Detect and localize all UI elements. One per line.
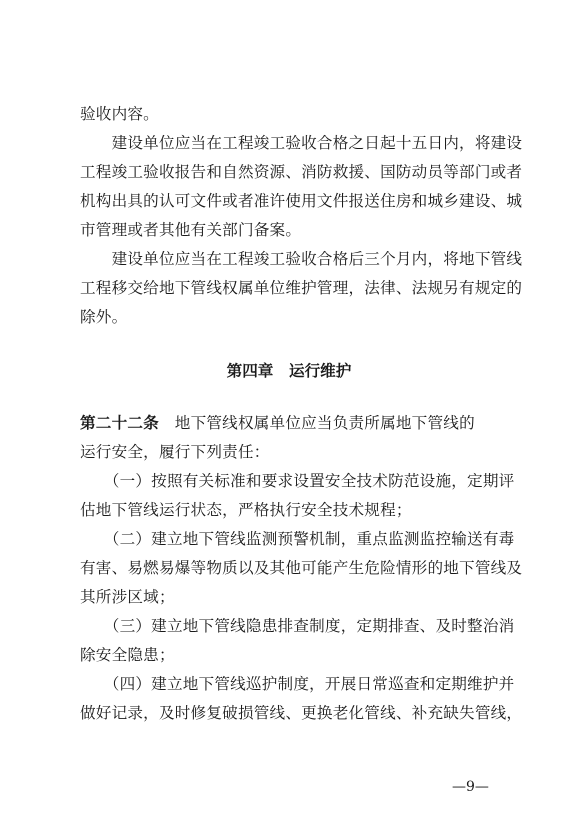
text-line: （三）建立地下管线隐患排查制度，定期排查、及时整治消	[80, 617, 515, 635]
text-line: 其所涉区域；	[80, 588, 175, 606]
text-line: 运行安全，履行下列责任：	[80, 443, 270, 461]
page-number: —9—	[452, 779, 489, 795]
text-line: （一）按照有关标准和要求设置安全技术防范设施，定期评	[80, 472, 515, 490]
text-line: 除安全隐患；	[80, 646, 175, 664]
chapter-heading: 第四章 运行维护	[226, 362, 352, 380]
article-first-line-text: 地下管线权属单位应当负责所属地下管线的	[158, 414, 475, 432]
text-line: 有害、易燃易爆等物质以及其他可能产生危险情形的地下管线及	[80, 559, 523, 577]
text-line: 建设单位应当在工程竣工验收合格之日起十五日内，将建设	[80, 134, 523, 152]
text-line: 工程竣工验收报告和自然资源、消防救援、国防动员等部门或者	[80, 163, 523, 181]
text-line: 机构出具的认可文件或者准许使用文件报送住房和城乡建设、城	[80, 192, 523, 210]
text-line: 做好记录，及时修复破损管线、更换老化管线、补充缺失管线，	[80, 704, 523, 722]
article-title: 第二十二条	[80, 414, 159, 432]
text-line: 验收内容。	[80, 105, 159, 123]
text-line: 估地下管线运行状态，严格执行安全技术规程；	[80, 501, 412, 519]
text-line: 除外。	[80, 308, 128, 326]
text-line: （四）建立地下管线巡护制度，开展日常巡查和定期维护并	[80, 675, 515, 693]
text-line: （二）建立地下管线监测预警机制，重点监测监控输送有毒	[80, 530, 515, 548]
text-line: 工程移交给地下管线权属单位维护管理，法律、法规另有规定的	[80, 279, 523, 297]
article-first-line	[80, 413, 475, 433]
text-line: 建设单位应当在工程竣工验收合格后三个月内，将地下管线	[80, 250, 523, 268]
text-line: 市管理或者其他有关部门备案。	[80, 221, 302, 239]
